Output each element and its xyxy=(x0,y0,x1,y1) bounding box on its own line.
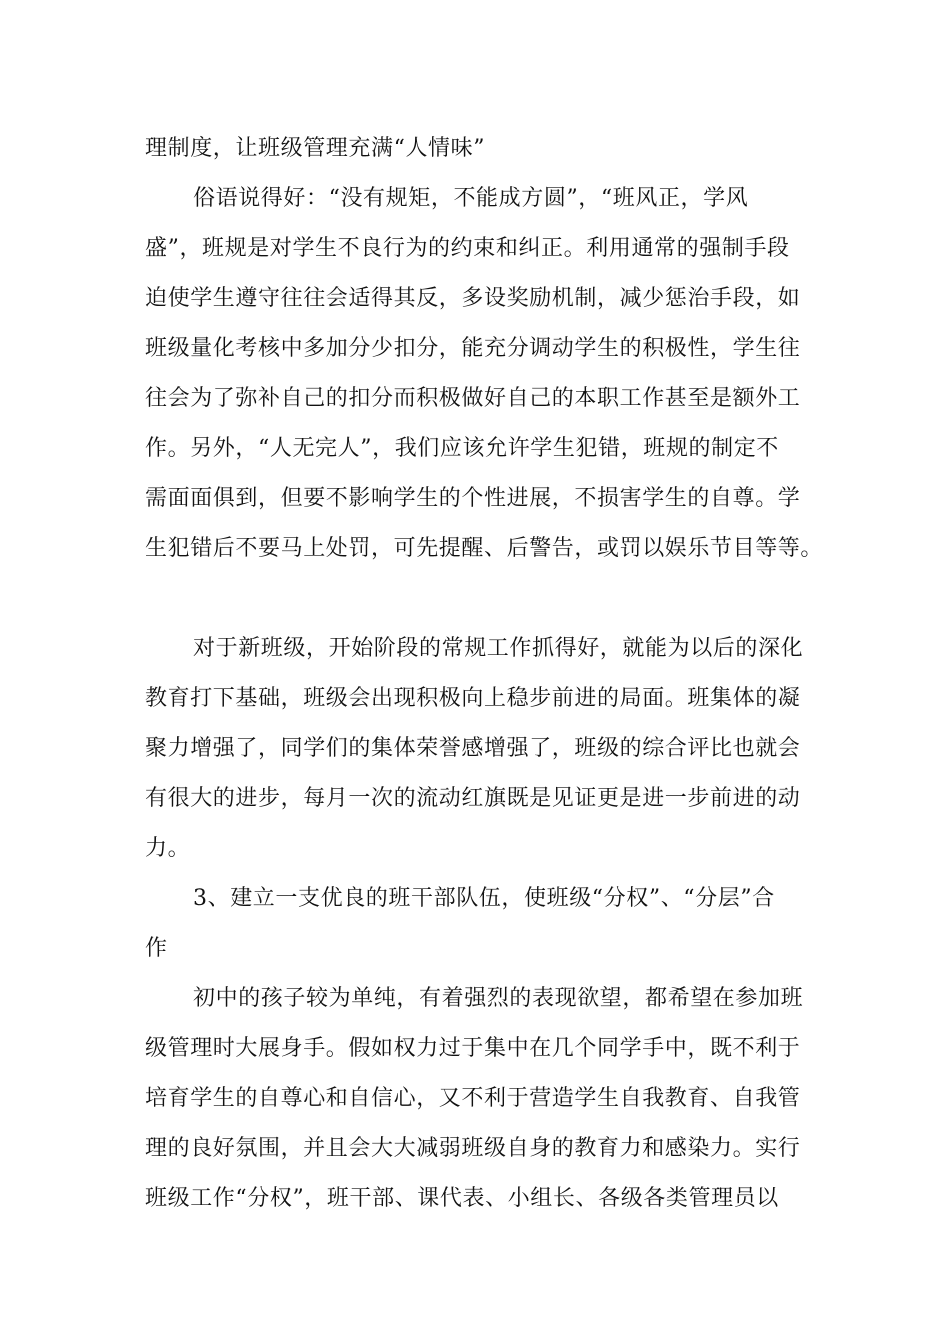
text-line: 级管理时大展身手。假如权力过于集中在几个同学手中，既不利于 xyxy=(145,1036,801,1061)
text-line: 往会为了弥补自己的扣分而积极做好自己的本职工作甚至是额外工 xyxy=(145,386,801,411)
text-line: 班级工作“分权”，班干部、课代表、小组长、各级各类管理员以 xyxy=(145,1186,779,1211)
text-line: 迫使学生遵守往往会适得其反，多设奖励机制，减少惩治手段，如 xyxy=(145,286,801,311)
paragraph-first-line: 对于新班级，开始阶段的常规工作抓得好，就能为以后的深化 xyxy=(193,636,804,661)
text-line: 培育学生的自尊心和自信心，又不利于营造学生自我教育、自我管 xyxy=(145,1086,801,1111)
text-line: 作。另外，“人无完人”，我们应该允许学生犯错，班规的制定不 xyxy=(145,436,779,461)
text-line: 需面面俱到，但要不影响学生的个性进展，不损害学生的自尊。学 xyxy=(145,486,801,511)
text-line: 理的良好氛围，并且会大大减弱班级自身的教育力和感染力。实行 xyxy=(145,1136,801,1161)
paragraph-first-line: 初中的孩子较为单纯，有着强烈的表现欲望，都希望在参加班 xyxy=(193,986,804,1011)
text-line: 理制度，让班级管理充满“人情味” xyxy=(145,136,486,161)
text-line: 聚力增强了，同学们的集体荣誉感增强了，班级的综合评比也就会 xyxy=(145,736,801,761)
text-line: 教育打下基础，班级会出现积极向上稳步前进的局面。班集体的凝 xyxy=(145,686,801,711)
paragraph-first-line: 俗语说得好：“没有规矩，不能成方圆”，“班风正，学风 xyxy=(193,186,749,211)
text-line: 有很大的进步，每月一次的流动红旗既是见证更是进一步前进的动 xyxy=(145,786,801,811)
section-heading-line: 作 xyxy=(145,936,168,961)
text-line: 生犯错后不要马上处罚，可先提醒、后警告，或罚以娱乐节目等等。 xyxy=(145,536,824,561)
text-line: 盛”，班规是对学生不良行为的约束和纠正。利用通常的强制手段 xyxy=(145,236,790,261)
text-line: 班级量化考核中多加分少扣分，能充分调动学生的积极性，学生往 xyxy=(145,336,801,361)
text-line: 力。 xyxy=(145,836,191,861)
section-heading-line: 3、建立一支优良的班干部队伍，使班级“分权”、“分层”合 xyxy=(193,886,775,911)
